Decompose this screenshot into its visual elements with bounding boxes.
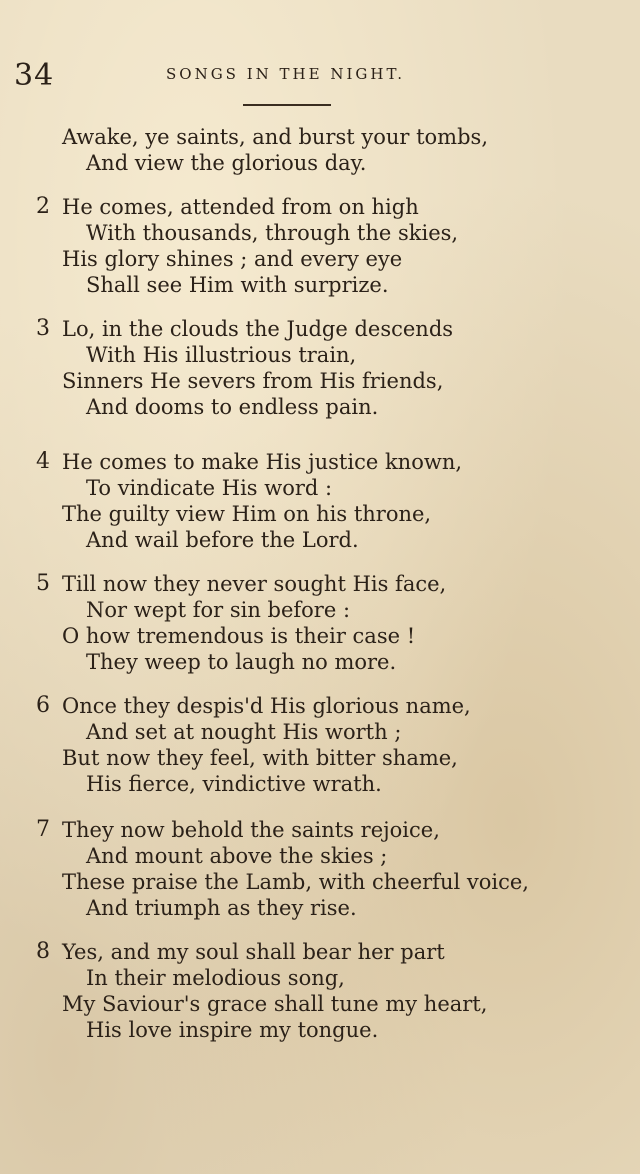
stanza-number: 4 [36, 449, 50, 474]
stanza-number: 8 [36, 939, 50, 964]
verse-line: Shall see Him with surprize. [86, 273, 389, 297]
verse-line: But now they feel, with bitter shame, [62, 746, 458, 770]
verse-line: Awake, ye saints, and burst your tombs, [62, 125, 488, 149]
verse-line: These praise the Lamb, with cheerful voice, [62, 870, 529, 894]
verse-line: Lo, in the clouds the Judge descends [62, 317, 454, 341]
verse-line: And set at nought His worth ; [86, 720, 402, 744]
verse-line: And triumph as they rise. [86, 896, 357, 920]
verse-line: With His illustrious train, [86, 343, 357, 367]
verse-line: Yes, and my soul shall bear her part [62, 940, 445, 964]
running-head: SONGS IN THE NIGHT. [166, 65, 406, 83]
verse-line: His fierce, vindictive wrath. [86, 772, 382, 796]
verse-line: He comes to make His justice known, [62, 450, 463, 474]
verse-line: And wail before the Lord. [86, 528, 359, 552]
verse-line: With thousands, through the skies, [86, 221, 459, 245]
stanza-number: 3 [36, 316, 50, 341]
verse-line: Till now they never sought His face, [62, 572, 447, 596]
verse-line: He comes, attended from on high [62, 195, 419, 219]
verse-line: In their melodious song, [86, 966, 345, 990]
verse-line: They weep to laugh no more. [86, 650, 397, 674]
verse-line: To vindicate His word : [86, 476, 333, 500]
verse-line: The guilty view Him on his throne, [62, 502, 432, 526]
verse-line: His love inspire my tongue. [86, 1018, 379, 1042]
stanza-number: 2 [36, 194, 50, 219]
verse-line: They now behold the saints rejoice, [62, 818, 440, 842]
verse-line: And view the glorious day. [86, 151, 367, 175]
page-number: 34 [14, 58, 55, 93]
stanza-number: 6 [36, 693, 50, 718]
verse-line: And dooms to endless pain. [86, 395, 379, 419]
verse-line: And mount above the skies ; [86, 844, 388, 868]
stanza-number: 7 [36, 817, 50, 842]
stanza-number: 5 [36, 571, 50, 596]
verse-line: O how tremendous is their case ! [62, 624, 416, 648]
header-rule [243, 104, 331, 106]
verse-line: Sinners He severs from His friends, [62, 369, 444, 393]
verse-line: Once they despis'd His glorious name, [62, 694, 471, 718]
verse-line: Nor wept for sin before : [86, 598, 351, 622]
verse-line: His glory shines ; and every eye [62, 247, 403, 271]
verse-line: My Saviour's grace shall tune my heart, [62, 992, 488, 1016]
